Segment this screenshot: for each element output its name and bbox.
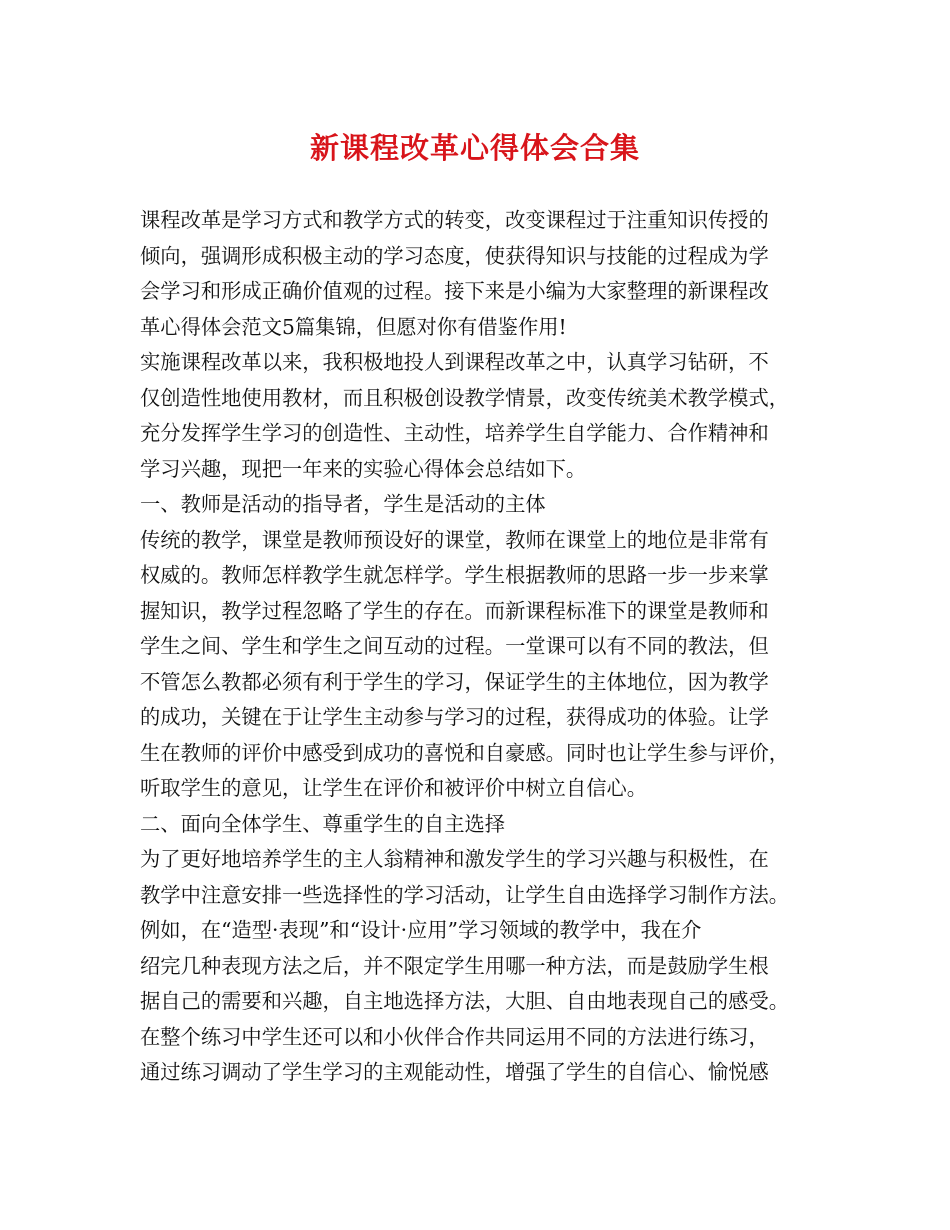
text-line: 会学习和形成正确价值观的过程。接下来是小编为大家整理的新课程改 (140, 279, 769, 303)
text-line: 一、教师是活动的指导者，学生是活动的主体 (140, 492, 546, 516)
text-line: 为了更好地培养学生的主人翁精神和激发学生的学习兴趣与积极性，在 (140, 847, 769, 871)
document-title: 新课程改革心得体会合集 (309, 131, 640, 165)
text-line: 听取学生的意见，让学生在评价和被评价中树立自信心。 (140, 776, 648, 800)
text-line: 的成功，关键在于让学生主动参与学习的过程，获得成功的体验。让学 (140, 705, 769, 729)
text-line: 教学中注意安排一些选择性的学习活动，让学生自由选择学习制作方法。 (140, 882, 790, 907)
document-body (140, 203, 828, 1091)
text-line: 革心得体会范文5篇集锦，但愿对你有借鉴作用! (140, 314, 567, 339)
text-line: 绍完几种表现方法之后，并不限定学生用哪一种方法，而是鼓励学生根 (140, 953, 769, 978)
text-line: 倾向，强调形成积极主动的学习态度，使获得知识与技能的过程成为学 (140, 243, 769, 268)
text-line: 学习兴趣，现把一年来的实验心得体会总结如下。 (140, 456, 587, 481)
text-line: 实施课程改革以来，我积极地投人到课程改革之中，认真学习钻研，不 (140, 350, 769, 374)
text-line: 在整个练习中学生还可以和小伙伴合作共同运用不同的方法进行练习， (140, 1024, 769, 1049)
text-line: 通过练习调动了学生学习的主观能动性，增强了学生的自信心、愉悦感 (140, 1060, 769, 1084)
text-line: 充分发挥学生学习的创造性、主动性，培养学生自学能力、合作精神和 (140, 421, 769, 445)
text-line: 例如，在“造型·表现”和“设计·应用”学习领域的教学中，我在介 (140, 918, 702, 942)
text-line: 不管怎么教都必须有利于学生的学习，保证学生的主体地位，因为教学 (140, 669, 769, 694)
text-line: 课程改革是学习方式和教学方式的转变，改变课程过于注重知识传授的 (140, 208, 769, 232)
text-line: 传统的教学，课堂是教师预设好的课堂，教师在课堂上的地位是非常有 (140, 527, 769, 552)
text-line: 据自己的需要和兴趣，自主地选择方法，大胆、自由地表现自己的感受。 (140, 989, 790, 1013)
text-line: 权威的。教师怎样教学生就怎样学。学生根据教师的思路一步一步来掌 (140, 563, 769, 587)
text-line: 生在教师的评价中感受到成功的喜悦和自豪感。同时也让学生参与评价， (140, 740, 790, 765)
text-line: 握知识，教学过程忽略了学生的存在。而新课程标准下的课堂是教师和 (140, 598, 769, 623)
text-line: 仅创造性地使用教材，而且积极创设教学情景，改变传统美术教学模式， (140, 385, 790, 410)
text-line: 学生之间、学生和学生之间互动的过程。一堂课可以有不同的教法，但 (140, 634, 769, 658)
text-line: 二、面向全体学生、尊重学生的自主选择 (140, 811, 506, 836)
